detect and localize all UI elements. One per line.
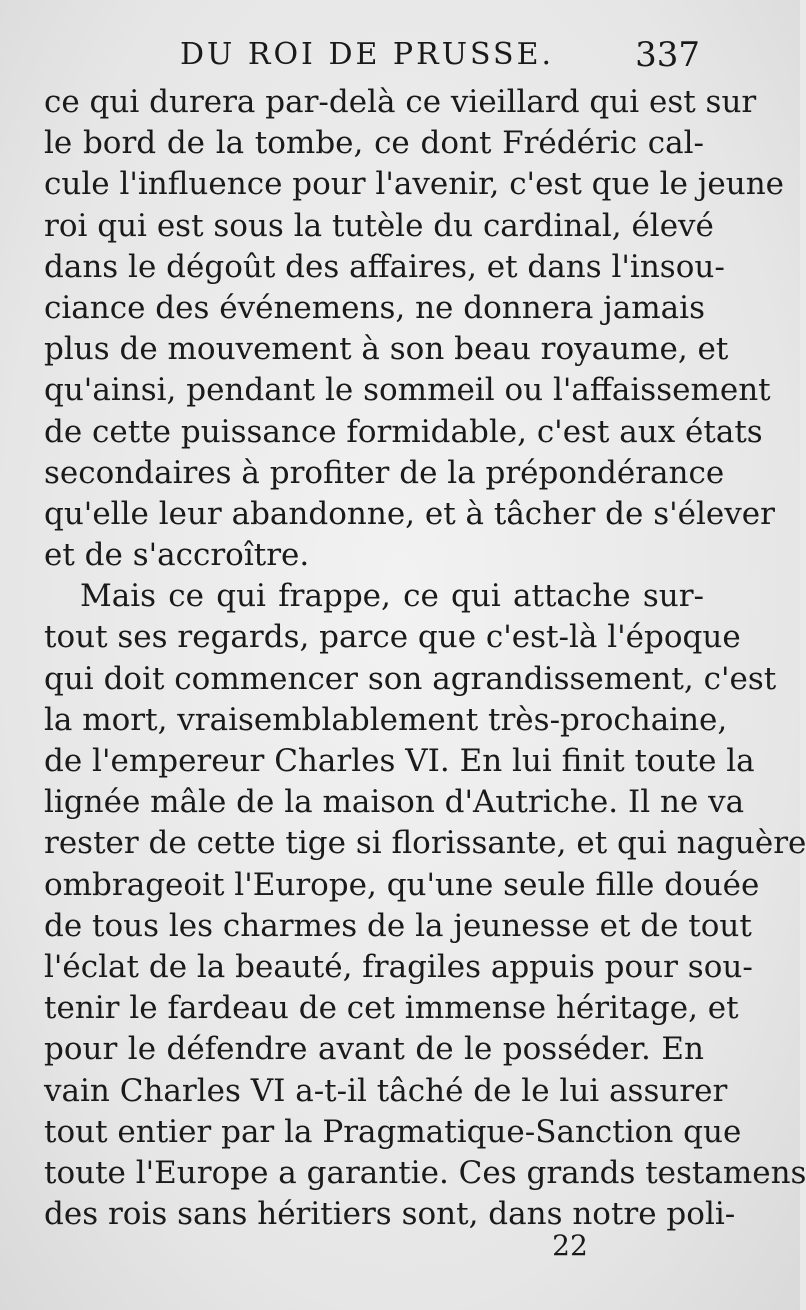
text-line: de tous les charmes de la jeunesse et de tout xyxy=(44,907,752,944)
text-line: qu'ainsi, pendant le sommeil ou l'affaissement xyxy=(44,372,771,409)
text-line: des rois sans héritiers sont, dans notre poli- xyxy=(44,1196,736,1233)
text-line: pour le défendre avant de le posséder. En xyxy=(44,1031,704,1068)
text-line: dans le dégoût des affaires, et dans l'insou- xyxy=(44,248,725,285)
text-line: ombrageoit l'Europe, qu'une seule fille douée xyxy=(44,866,760,903)
text-line: tenir le fardeau de cet immense héritage, et xyxy=(44,990,739,1027)
text-line: de l'empereur Charles VI. En lui finit toute la xyxy=(44,743,755,779)
text-line: rester de cette tige si florissante, et qui naguère xyxy=(44,825,806,862)
page-header xyxy=(180,30,700,80)
text-line: le bord de la tombe, ce dont Frédéric cal- xyxy=(44,125,704,162)
page-number: 337 xyxy=(635,35,700,75)
paragraph-end-line: et de s'accroître. xyxy=(44,537,310,574)
text-line: qui doit commencer son agrandissement, c'est xyxy=(44,660,777,697)
body-text xyxy=(44,82,806,1235)
running-head: DU ROI DE PRUSSE. xyxy=(180,37,554,72)
text-line: ce qui durera par-delà ce vieillard qui est sur xyxy=(44,84,757,120)
text-line: la mort, vraisemblablement très-prochaine, xyxy=(44,701,728,738)
text-line: cule l'influence pour l'avenir, c'est que le jeune xyxy=(44,166,785,203)
paragraph-start-line: Mais ce qui frappe, ce qui attache sur- xyxy=(80,578,704,615)
text-line: lignée mâle de la maison d'Autriche. Il ne va xyxy=(44,784,745,821)
text-line: de cette puissance formidable, c'est aux états xyxy=(44,413,763,450)
text-line: roi qui est sous la tutèle du cardinal, élevé xyxy=(44,207,714,244)
text-line: l'éclat de la beauté, fragiles appuis pour sou- xyxy=(44,948,753,985)
text-line: ciance des événemens, ne donnera jamais xyxy=(44,289,705,326)
text-line: secondaires à profiter de la prépondérance xyxy=(44,454,725,491)
text-line: toute l'Europe a garantie. Ces grands testamens xyxy=(44,1154,806,1191)
text-line: qu'elle leur abandonne, et à tâcher de s'élever xyxy=(44,495,775,532)
signature-mark: 22 xyxy=(552,1229,588,1262)
text-line: plus de mouvement à son beau royaume, et xyxy=(44,331,729,368)
text-line: tout ses regards, parce que c'est-là l'époque xyxy=(44,619,741,656)
text-line: vain Charles VI a-t-il tâché de le lui assurer xyxy=(44,1072,728,1109)
text-line: tout entier par la Pragmatique-Sanction que xyxy=(44,1113,742,1150)
